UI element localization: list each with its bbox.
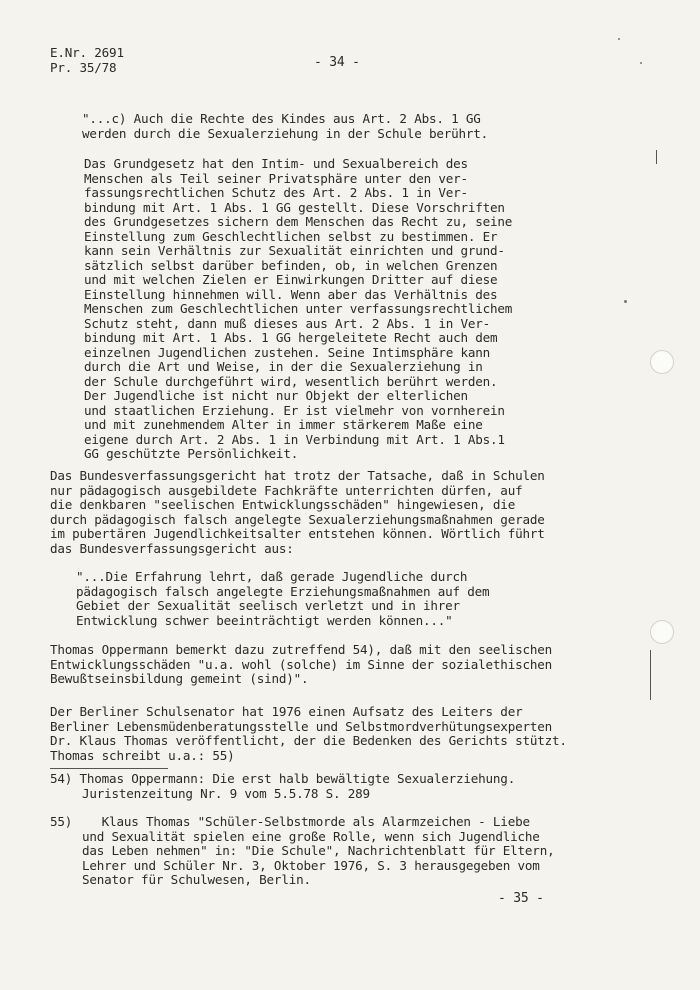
margin-mark bbox=[656, 150, 657, 164]
text-line: Das Bundesverfassungsgericht hat trotz der Tatsache, daß in Schulen bbox=[50, 468, 545, 483]
text-line: Schutz steht, dann muß dieses aus Art. 2 Abs. 1 in Ver- bbox=[84, 315, 491, 331]
file-reference bbox=[50, 46, 124, 75]
text-line: eigene durch Art. 2 Abs. 1 in Verbindung mit Art. 1 Abs.1 bbox=[84, 431, 505, 447]
punch-hole bbox=[650, 350, 674, 374]
text-line: 54) Thomas Oppermann: Die erst halb bewältigte Sexualerziehung. bbox=[50, 771, 516, 786]
text-line: GG geschützte Persönlichkeit. bbox=[84, 446, 299, 461]
text-line: Der Jugendliche ist nicht nur Objekt der elterlichen bbox=[84, 388, 468, 403]
text-line: Juristenzeitung Nr. 9 vom 5.5.78 S. 289 bbox=[82, 785, 370, 801]
text-line: Menschen als Teil seiner Privatsphäre unter den ver- bbox=[84, 170, 468, 186]
text-line: und Sexualität spielen eine große Rolle, wenn sich Jugendliche bbox=[82, 828, 540, 844]
text-line: bindung mit Art. 1 Abs. 1 GG gestellt. Diese Vorschriften bbox=[84, 199, 505, 215]
next-page-number: - 35 - bbox=[498, 891, 544, 906]
text-line: des Grundgesetzes sichern dem Menschen das Recht zu, seine bbox=[84, 214, 513, 229]
text-line: "...Die Erfahrung lehrt, daß gerade Jugendliche durch bbox=[76, 569, 468, 584]
text-line: das Bundesverfassungsgericht aus: bbox=[50, 540, 294, 556]
text-line: 55) Klaus Thomas "Schüler-Selbstmorde als Alarmzeichen - Liebe bbox=[50, 814, 530, 829]
text-line: Lehrer und Schüler Nr. 3, Oktober 1976, S. 3 herausgegeben vom bbox=[82, 857, 540, 873]
punch-hole bbox=[650, 620, 674, 644]
footnotes bbox=[50, 772, 554, 888]
text-line: Der Berliner Schulsenator hat 1976 einen Aufsatz des Leiters der bbox=[50, 704, 523, 719]
text-line: bindung mit Art. 1 Abs. 1 GG hergeleitete Recht auch dem bbox=[84, 330, 498, 345]
text-line: Berliner Lebensmüdenberatungsstelle und Selbstmordverhütungsexperten bbox=[50, 718, 552, 734]
text-line: Menschen zum Geschlechtlichen unter verfassungsrechtlichem bbox=[84, 301, 513, 316]
text-line: Dr. Klaus Thomas veröffentlicht, der die Bedenken des Gerichts stützt. bbox=[50, 733, 567, 748]
text-line: Entwicklung schwer beeinträchtigt werden können..." bbox=[76, 612, 453, 628]
text-line: die denkbaren "seelischen Entwicklungsschäden" hingewiesen, die bbox=[50, 497, 516, 512]
footnote-55 bbox=[50, 815, 554, 888]
court-quote bbox=[76, 570, 489, 628]
text-line: durch die Art und Weise, in der die Sexualerziehung in bbox=[84, 359, 483, 374]
text-line: der Schule durchgeführt wird, wesentlich berührt werden. bbox=[84, 373, 498, 389]
text-line: "...c) Auch die Rechte des Kindes aus Art. 2 Abs. 1 GG bbox=[82, 111, 481, 126]
text-line: Senator für Schulwesen, Berlin. bbox=[82, 872, 311, 887]
paragraph-bverfg bbox=[50, 469, 545, 556]
footnote-54 bbox=[50, 772, 554, 801]
text-line: einzelnen Jugendlichen zustehen. Seine Intimsphäre kann bbox=[84, 344, 491, 360]
text-line: und staatlichen Erziehung. Er ist vielmehr von vornherein bbox=[84, 402, 505, 418]
text-line: Das Grundgesetz hat den Intim- und Sexualbereich des bbox=[84, 156, 468, 171]
quote-body bbox=[84, 157, 512, 462]
text-line: Bewußtseinsbildung gemeint (sind)". bbox=[50, 671, 309, 686]
paper-speck bbox=[640, 62, 642, 64]
text-line: pädagogisch falsch angelegte Erziehungsmaßnahmen auf dem bbox=[76, 583, 490, 599]
paper-speck bbox=[618, 38, 620, 40]
paragraph-oppermann bbox=[50, 643, 552, 687]
text-line: im pubertären Jugendlichkeitsalter entstehen können. Wörtlich führt bbox=[50, 526, 545, 541]
text-line: das Leben nehmen" in: "Die Schule", Nachrichtenblatt für Eltern, bbox=[82, 843, 555, 858]
file-reference-line: E.Nr. 2691 bbox=[50, 45, 124, 60]
text-line: Thomas Oppermann bemerkt dazu zutreffend 54), daß mit den seelischen bbox=[50, 642, 552, 657]
text-line: Einstellung hinnehmen will. Wenn aber das Verhältnis des bbox=[84, 286, 498, 302]
quote-intro bbox=[82, 112, 488, 141]
text-line: Einstellung zum Geschlechtlichen selbst zu bestimmen. Er bbox=[84, 228, 498, 244]
text-line: Thomas schreibt u.a.: 55) bbox=[50, 747, 235, 763]
text-line: Entwicklungsschäden "u.a. wohl (solche) im Sinne der sozialethischen bbox=[50, 656, 552, 672]
page-number: - 34 - bbox=[314, 55, 360, 70]
text-line: und mit welchen Zielen er Einwirkungen Dritter auf diese bbox=[84, 272, 498, 287]
text-line: kann sein Verhältnis zur Sexualität einrichten und grund- bbox=[84, 243, 505, 258]
text-line: Gebiet der Sexualität seelisch verletzt und in ihrer bbox=[76, 598, 460, 613]
margin-mark bbox=[650, 650, 651, 700]
paper-speck bbox=[624, 300, 627, 303]
text-line: sätzlich selbst darüber befinden, ob, in welchen Grenzen bbox=[84, 257, 498, 273]
paragraph-schulsenator bbox=[50, 705, 567, 763]
footnote-rule bbox=[50, 768, 168, 769]
text-line: werden durch die Sexualerziehung in der Schule berührt. bbox=[82, 125, 489, 141]
text-line: und mit zunehmendem Alter in immer stärkerem Maße eine bbox=[84, 417, 483, 432]
text-line: nur pädagogisch ausgebildete Fachkräfte unterrichten dürfen, auf bbox=[50, 482, 523, 498]
text-line: fassungsrechtlichen Schutz des Art. 2 Abs. 1 in Ver- bbox=[84, 185, 468, 200]
text-line: durch pädagogisch falsch angelegte Sexualerziehungsmaßnahmen gerade bbox=[50, 511, 545, 527]
file-reference-line: Pr. 35/78 bbox=[50, 59, 117, 75]
